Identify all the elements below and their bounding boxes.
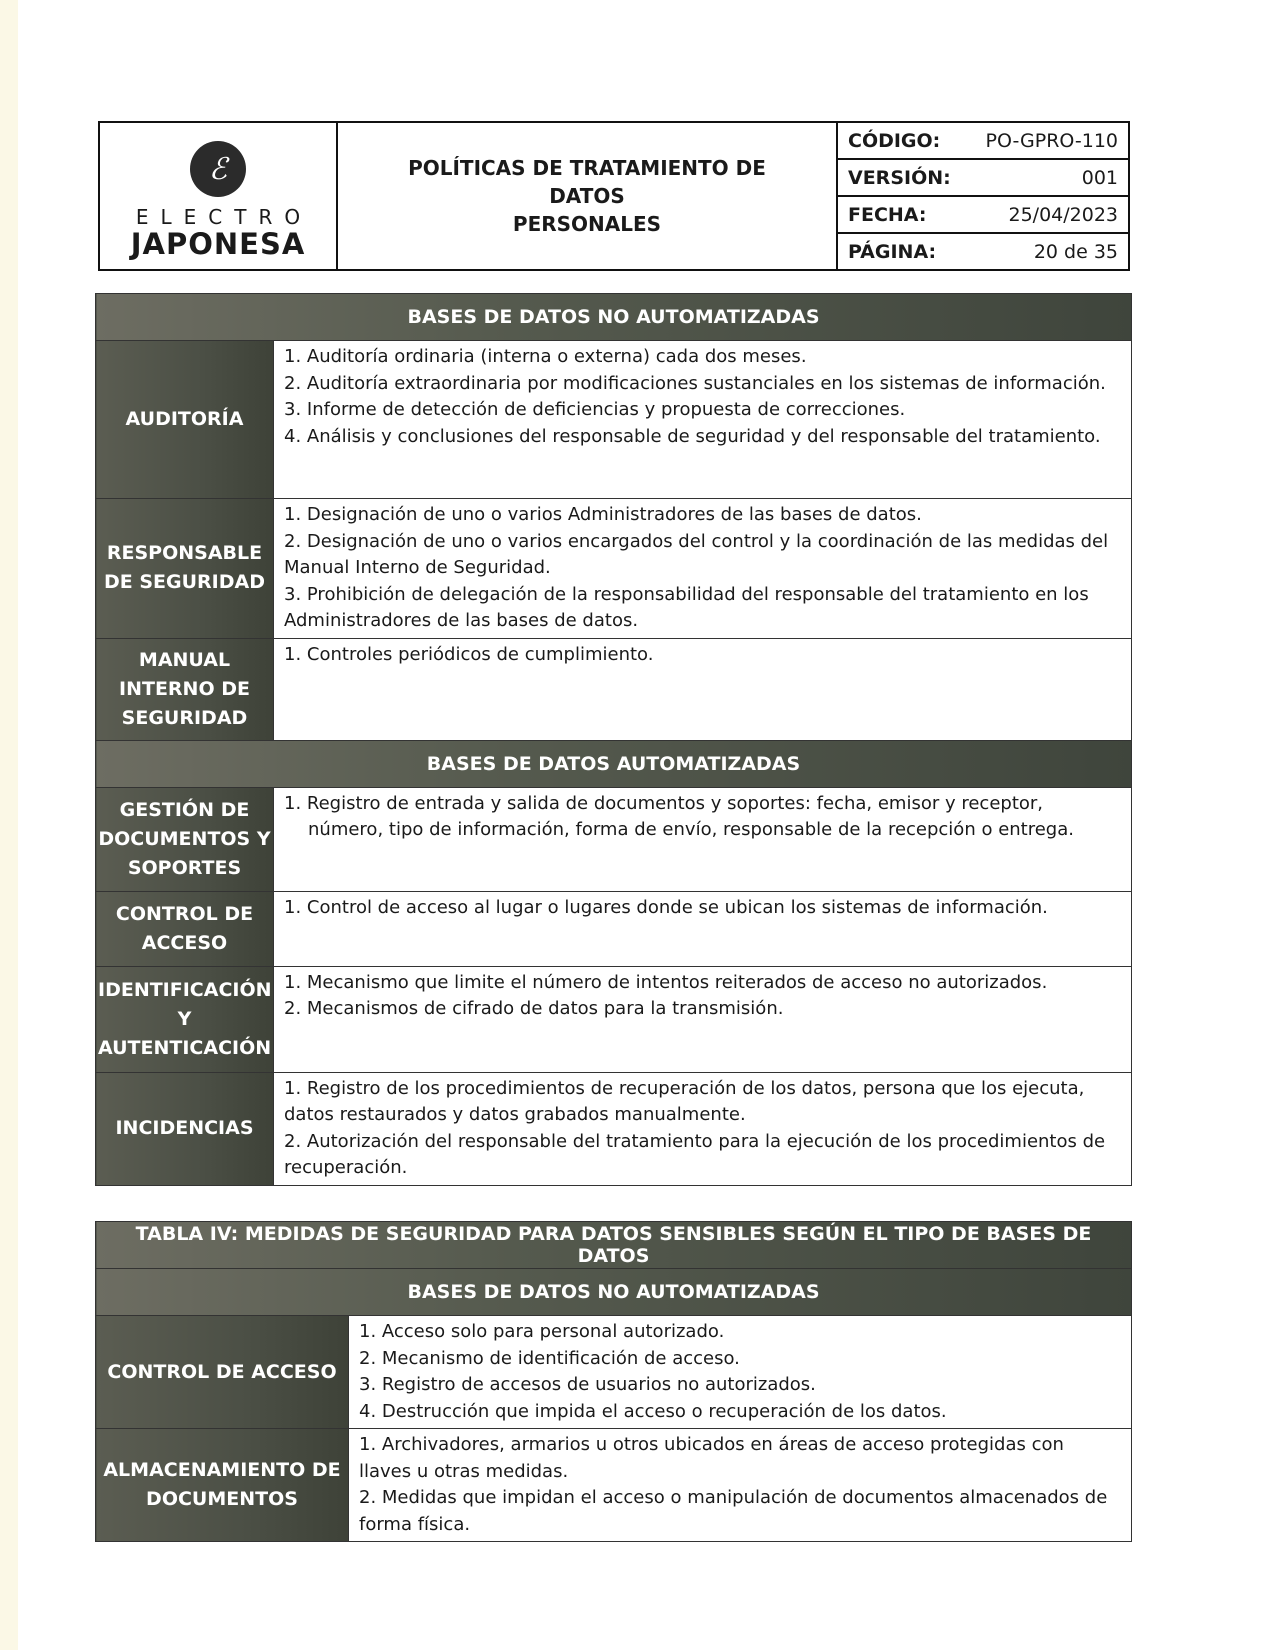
list-item: 3. Prohibición de delegación de la responsabilidad del responsable del tratamiento en los Administradores de las bases de datos. xyxy=(284,583,1089,631)
list-item: 3. Registro de accesos de usuarios no autorizados. xyxy=(359,1374,816,1395)
label-line: SOPORTES xyxy=(127,856,242,879)
label-line: ACCESO xyxy=(141,931,228,954)
table-title: TABLA IV: MEDIDAS DE SEGURIDAD PARA DATOS SENSIBLES SEGÚN EL TIPO DE BASES DE DATOS xyxy=(96,1222,1132,1269)
list-item: 1. Control de acceso al lugar o lugares donde se ubican los sistemas de información. xyxy=(284,896,1048,918)
table-row xyxy=(96,1316,1132,1429)
title-line-2: PERSONALES xyxy=(512,212,662,236)
list-item: 3. Informe de detección de deficiencias y propuesta de correcciones. xyxy=(284,399,906,420)
list-item: 1. Designación de uno o varios Administradores de las bases de datos. xyxy=(284,504,922,525)
list-item: 1. Mecanismo que limite el número de intentos reiterados de acceso no autorizados. xyxy=(284,971,1048,993)
list-item: 1. Registro de los procedimientos de recuperación de los datos, persona que los ejecuta, datos restaurados y datos grabados manualmente. xyxy=(284,1077,1085,1125)
document-title xyxy=(338,123,838,269)
label-line: ALMACENAMIENTO DE xyxy=(103,1459,341,1481)
table-row xyxy=(96,499,1132,639)
logo-text-top: ELECTRO xyxy=(135,205,313,229)
meta-version xyxy=(838,160,1128,197)
list-item: 2. Autorización del responsable del tratamiento para la ejecución de los procedimientos de recuperación. xyxy=(284,1130,1106,1178)
list-item: 4. Destrucción que impida el acceso o recuperación de los datos. xyxy=(359,1400,947,1422)
label-line: CONTROL DE xyxy=(115,902,254,925)
meta-pagina xyxy=(838,234,1128,269)
table-row xyxy=(96,1429,1132,1542)
row-label-control xyxy=(96,891,274,966)
label-line: Y xyxy=(177,1007,192,1030)
list-item: 1. Auditoría ordinaria (interna o externa) cada dos meses. xyxy=(284,346,807,367)
page-edge xyxy=(0,0,18,1650)
row-content-responsable xyxy=(274,499,1132,639)
label-line: SEGURIDAD xyxy=(121,706,248,729)
label-line: DOCUMENTOS Y xyxy=(98,827,271,850)
section-header-non-automated: BASES DE DATOS NO AUTOMATIZADAS xyxy=(96,294,1132,341)
pagina-value: 20 de 35 xyxy=(1033,240,1118,263)
row-content-incidencias xyxy=(274,1072,1132,1185)
label-line: AUTENTICACIÓN xyxy=(98,1036,272,1059)
table-row xyxy=(96,638,1132,740)
row-content-identificacion xyxy=(274,966,1132,1072)
list-item: 1. Registro de entrada y salida de documentos y soportes: fecha, emisor y receptor, número, tipo de información, forma de envío, responsable de la recepción o entrega. xyxy=(284,792,1074,840)
table-row xyxy=(96,891,1132,966)
table-row xyxy=(96,966,1132,1072)
codigo-label: CÓDIGO: xyxy=(848,129,941,152)
label-line: IDENTIFICACIÓN xyxy=(98,978,272,1001)
version-value: 001 xyxy=(1081,166,1118,189)
pagina-label: PÁGINA: xyxy=(848,240,937,263)
row-content-manual xyxy=(274,638,1132,740)
row-content-gestion xyxy=(274,787,1132,891)
list-item: 1. Archivadores, armarios u otros ubicados en áreas de acceso protegidas con llaves u otras medidas. xyxy=(359,1434,1064,1482)
codigo-value: PO-GPRO-110 xyxy=(985,129,1118,152)
row-label-almacenamiento xyxy=(96,1429,349,1542)
company-logo xyxy=(100,123,338,269)
meta-fecha xyxy=(838,197,1128,234)
row-content-control-acceso xyxy=(349,1316,1132,1429)
sensitive-data-table xyxy=(95,1221,1132,1542)
list-item: 2. Auditoría extraordinaria por modificaciones sustanciales en los sistemas de información. xyxy=(284,372,1106,394)
row-label-identificacion xyxy=(96,966,274,1072)
label-line: DE SEGURIDAD xyxy=(104,571,265,594)
document-meta xyxy=(838,123,1128,269)
list-item: 2. Mecanismos de cifrado de datos para la transmisión. xyxy=(284,998,784,1019)
row-label-manual xyxy=(96,638,274,740)
row-content-control xyxy=(274,891,1132,966)
section-header-non-automated: BASES DE DATOS NO AUTOMATIZADAS xyxy=(96,1269,1132,1316)
label-line: DOCUMENTOS xyxy=(146,1488,298,1510)
list-item: 2. Designación de uno o varios encargados del control y la coordinación de las medidas del Manual Interno de Seguridad. xyxy=(284,530,1109,578)
security-measures-table xyxy=(95,293,1132,1186)
section-header-automated: BASES DE DATOS AUTOMATIZADAS xyxy=(96,740,1132,787)
row-content-auditoria xyxy=(274,341,1132,499)
list-item: 2. Mecanismo de identificación de acceso. xyxy=(359,1347,740,1369)
version-label: VERSIÓN: xyxy=(848,166,951,189)
table-row xyxy=(96,787,1132,891)
row-label-gestion xyxy=(96,787,274,891)
label-line: GESTIÓN DE xyxy=(119,798,250,821)
logo-text-bottom: JAPONESA xyxy=(130,227,306,261)
row-label-responsable xyxy=(96,499,274,639)
row-label-incidencias: INCIDENCIAS xyxy=(96,1072,274,1185)
list-item: 1. Acceso solo para personal autorizado. xyxy=(359,1321,725,1342)
document-header xyxy=(98,121,1130,271)
logo-emblem-icon: ℰ xyxy=(190,141,246,197)
list-item: 2. Medidas que impidan el acceso o manipulación de documentos almacenados de forma física. xyxy=(359,1487,1108,1535)
list-item: 4. Análisis y conclusiones del responsable de seguridad y del responsable del tratamiento. xyxy=(284,425,1101,447)
label-line: INTERNO DE xyxy=(119,677,250,700)
list-item: 1. Controles periódicos de cumplimiento. xyxy=(284,643,654,665)
label-line: RESPONSABLE xyxy=(106,542,263,565)
fecha-label: FECHA: xyxy=(848,203,927,226)
meta-codigo xyxy=(838,123,1128,160)
label-line: MANUAL xyxy=(138,648,231,671)
row-label-auditoria: AUDITORÍA xyxy=(96,341,274,499)
row-label-control-acceso: CONTROL DE ACCESO xyxy=(96,1316,349,1429)
table-row xyxy=(96,341,1132,499)
title-line-1: POLÍTICAS DE TRATAMIENTO DE DATOS xyxy=(408,156,766,208)
fecha-value: 25/04/2023 xyxy=(1008,203,1118,226)
row-content-almacenamiento xyxy=(349,1429,1132,1542)
table-row xyxy=(96,1072,1132,1185)
